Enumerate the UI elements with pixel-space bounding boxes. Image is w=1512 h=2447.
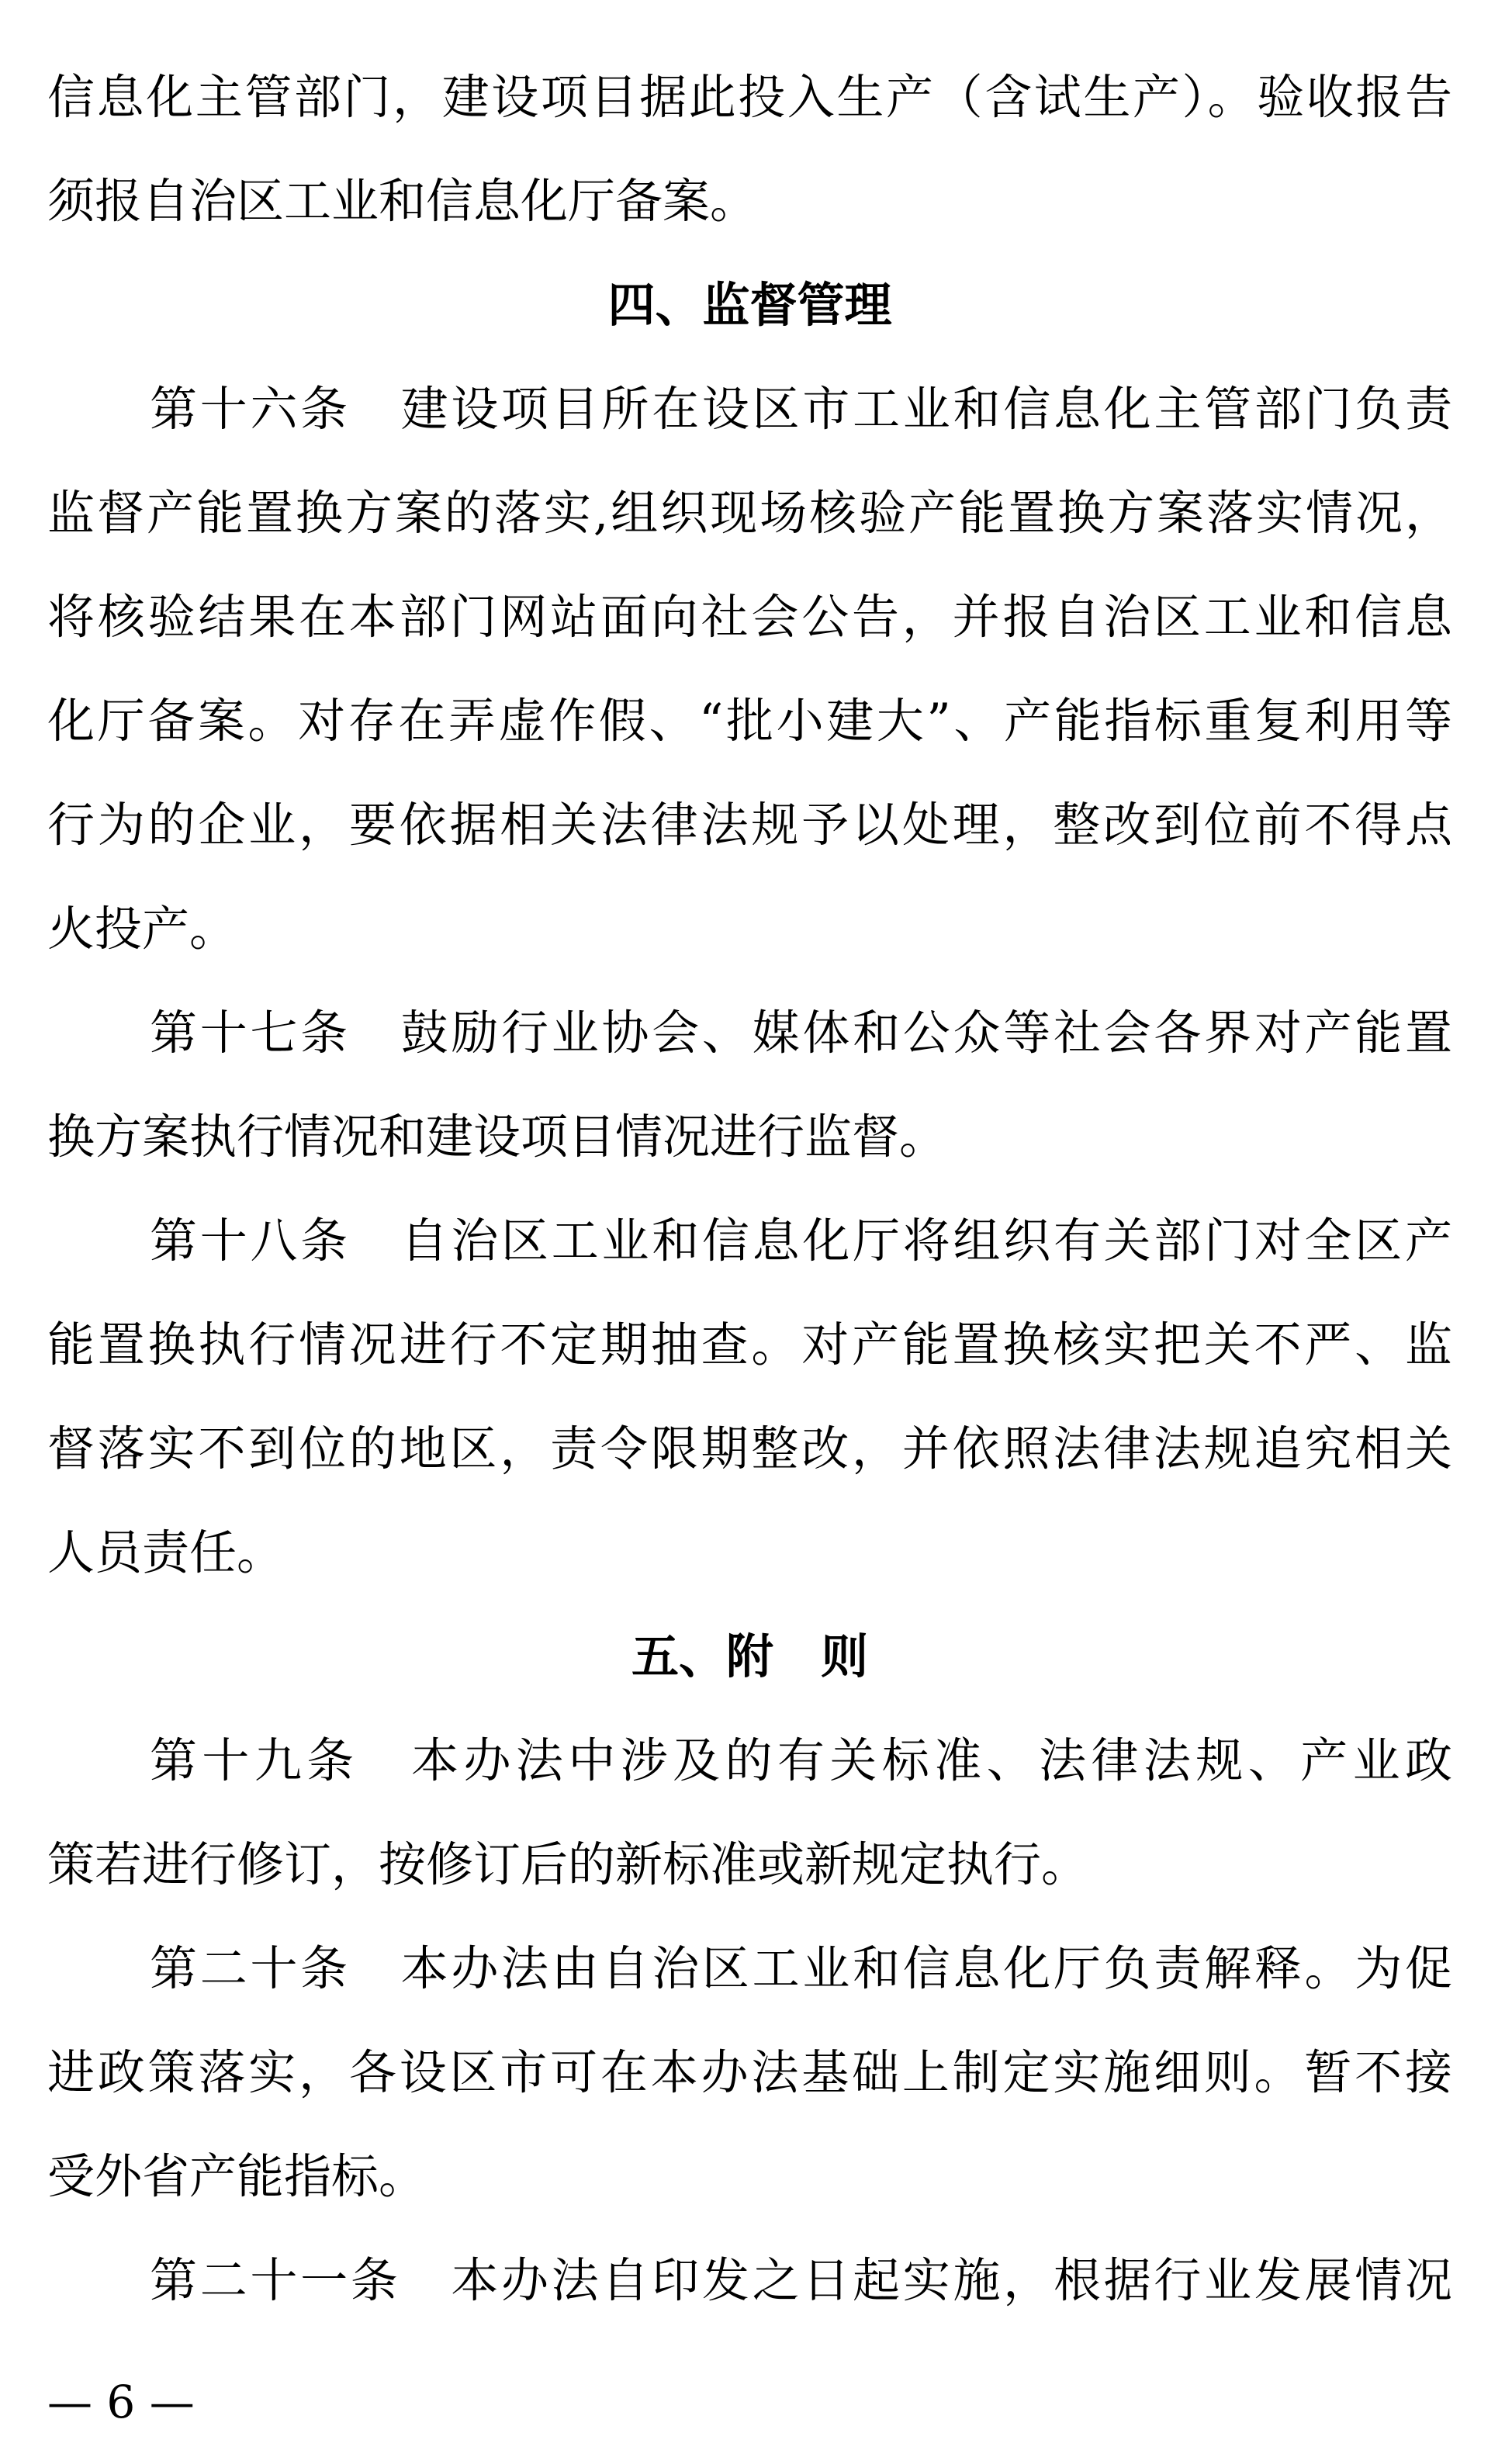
text-line: 须报自治区工业和信息化厅备案。 [47,174,758,229]
text-line: 将核验结果在本部门网站面向社会公告，并报自治区工业和信息 [47,590,1452,645]
article-21 [47,2229,1452,2333]
text-line: 能置换执行情况进行不定期抽查。对产能置换核实把关不严、监 [47,1317,1452,1372]
continuation-paragraph [47,46,1452,254]
text-line: 策若进行修订，按修订后的新标准或新规定执行。 [47,1837,1089,1892]
article-16 [47,358,1452,981]
text-line: 第十九条 本办法中涉及的有关标准、法律法规、产业政 [150,1733,1452,1788]
text-line: 行为的企业，要依据相关法律法规予以处理，整改到位前不得点 [47,798,1452,853]
text-line: 化厅备案。对存在弄虚作假、“批小建大”、产能指标重复利用等 [47,694,1452,749]
text-line: 第二十条 本办法由自治区工业和信息化厅负责解释。为促 [150,1941,1452,1996]
text-line: 第十八条 自治区工业和信息化厅将组织有关部门对全区产 [150,1213,1452,1268]
text-line: 信息化主管部门，建设项目据此投入生产（含试生产）。验收报告 [47,70,1452,125]
article-20 [47,1917,1452,2229]
text-line: 受外省产能指标。 [47,2149,427,2204]
section-heading-supplementary: 五、附 则 [631,1629,868,1684]
text-line: 第二十一条 本办法自印发之日起实施，根据行业发展情况 [150,2253,1452,2308]
article-19 [47,1709,1452,1917]
text-line: 监督产能置换方案的落实,组织现场核验产能置换方案落实情况， [47,486,1452,541]
article-18 [47,1189,1452,1605]
text-line: 换方案执行情况和建设项目情况进行监督。 [47,1109,947,1165]
section-heading-supervision: 四、监督管理 [607,278,892,333]
text-line: 火投产。 [47,902,237,957]
article-17 [47,981,1452,1189]
text-line: 进政策落实，各设区市可在本办法基础上制定实施细则。暂不接 [47,2045,1452,2100]
page-number: — 6 — [47,2376,195,2428]
document-page [47,46,1452,2333]
text-line: 人员责任。 [47,1525,285,1580]
text-line: 第十六条 建设项目所在设区市工业和信息化主管部门负责 [150,382,1452,437]
text-line: 督落实不到位的地区，责令限期整改，并依照法律法规追究相关 [47,1421,1452,1476]
text-line: 第十七条 鼓励行业协会、媒体和公众等社会各界对产能置 [150,1005,1452,1061]
